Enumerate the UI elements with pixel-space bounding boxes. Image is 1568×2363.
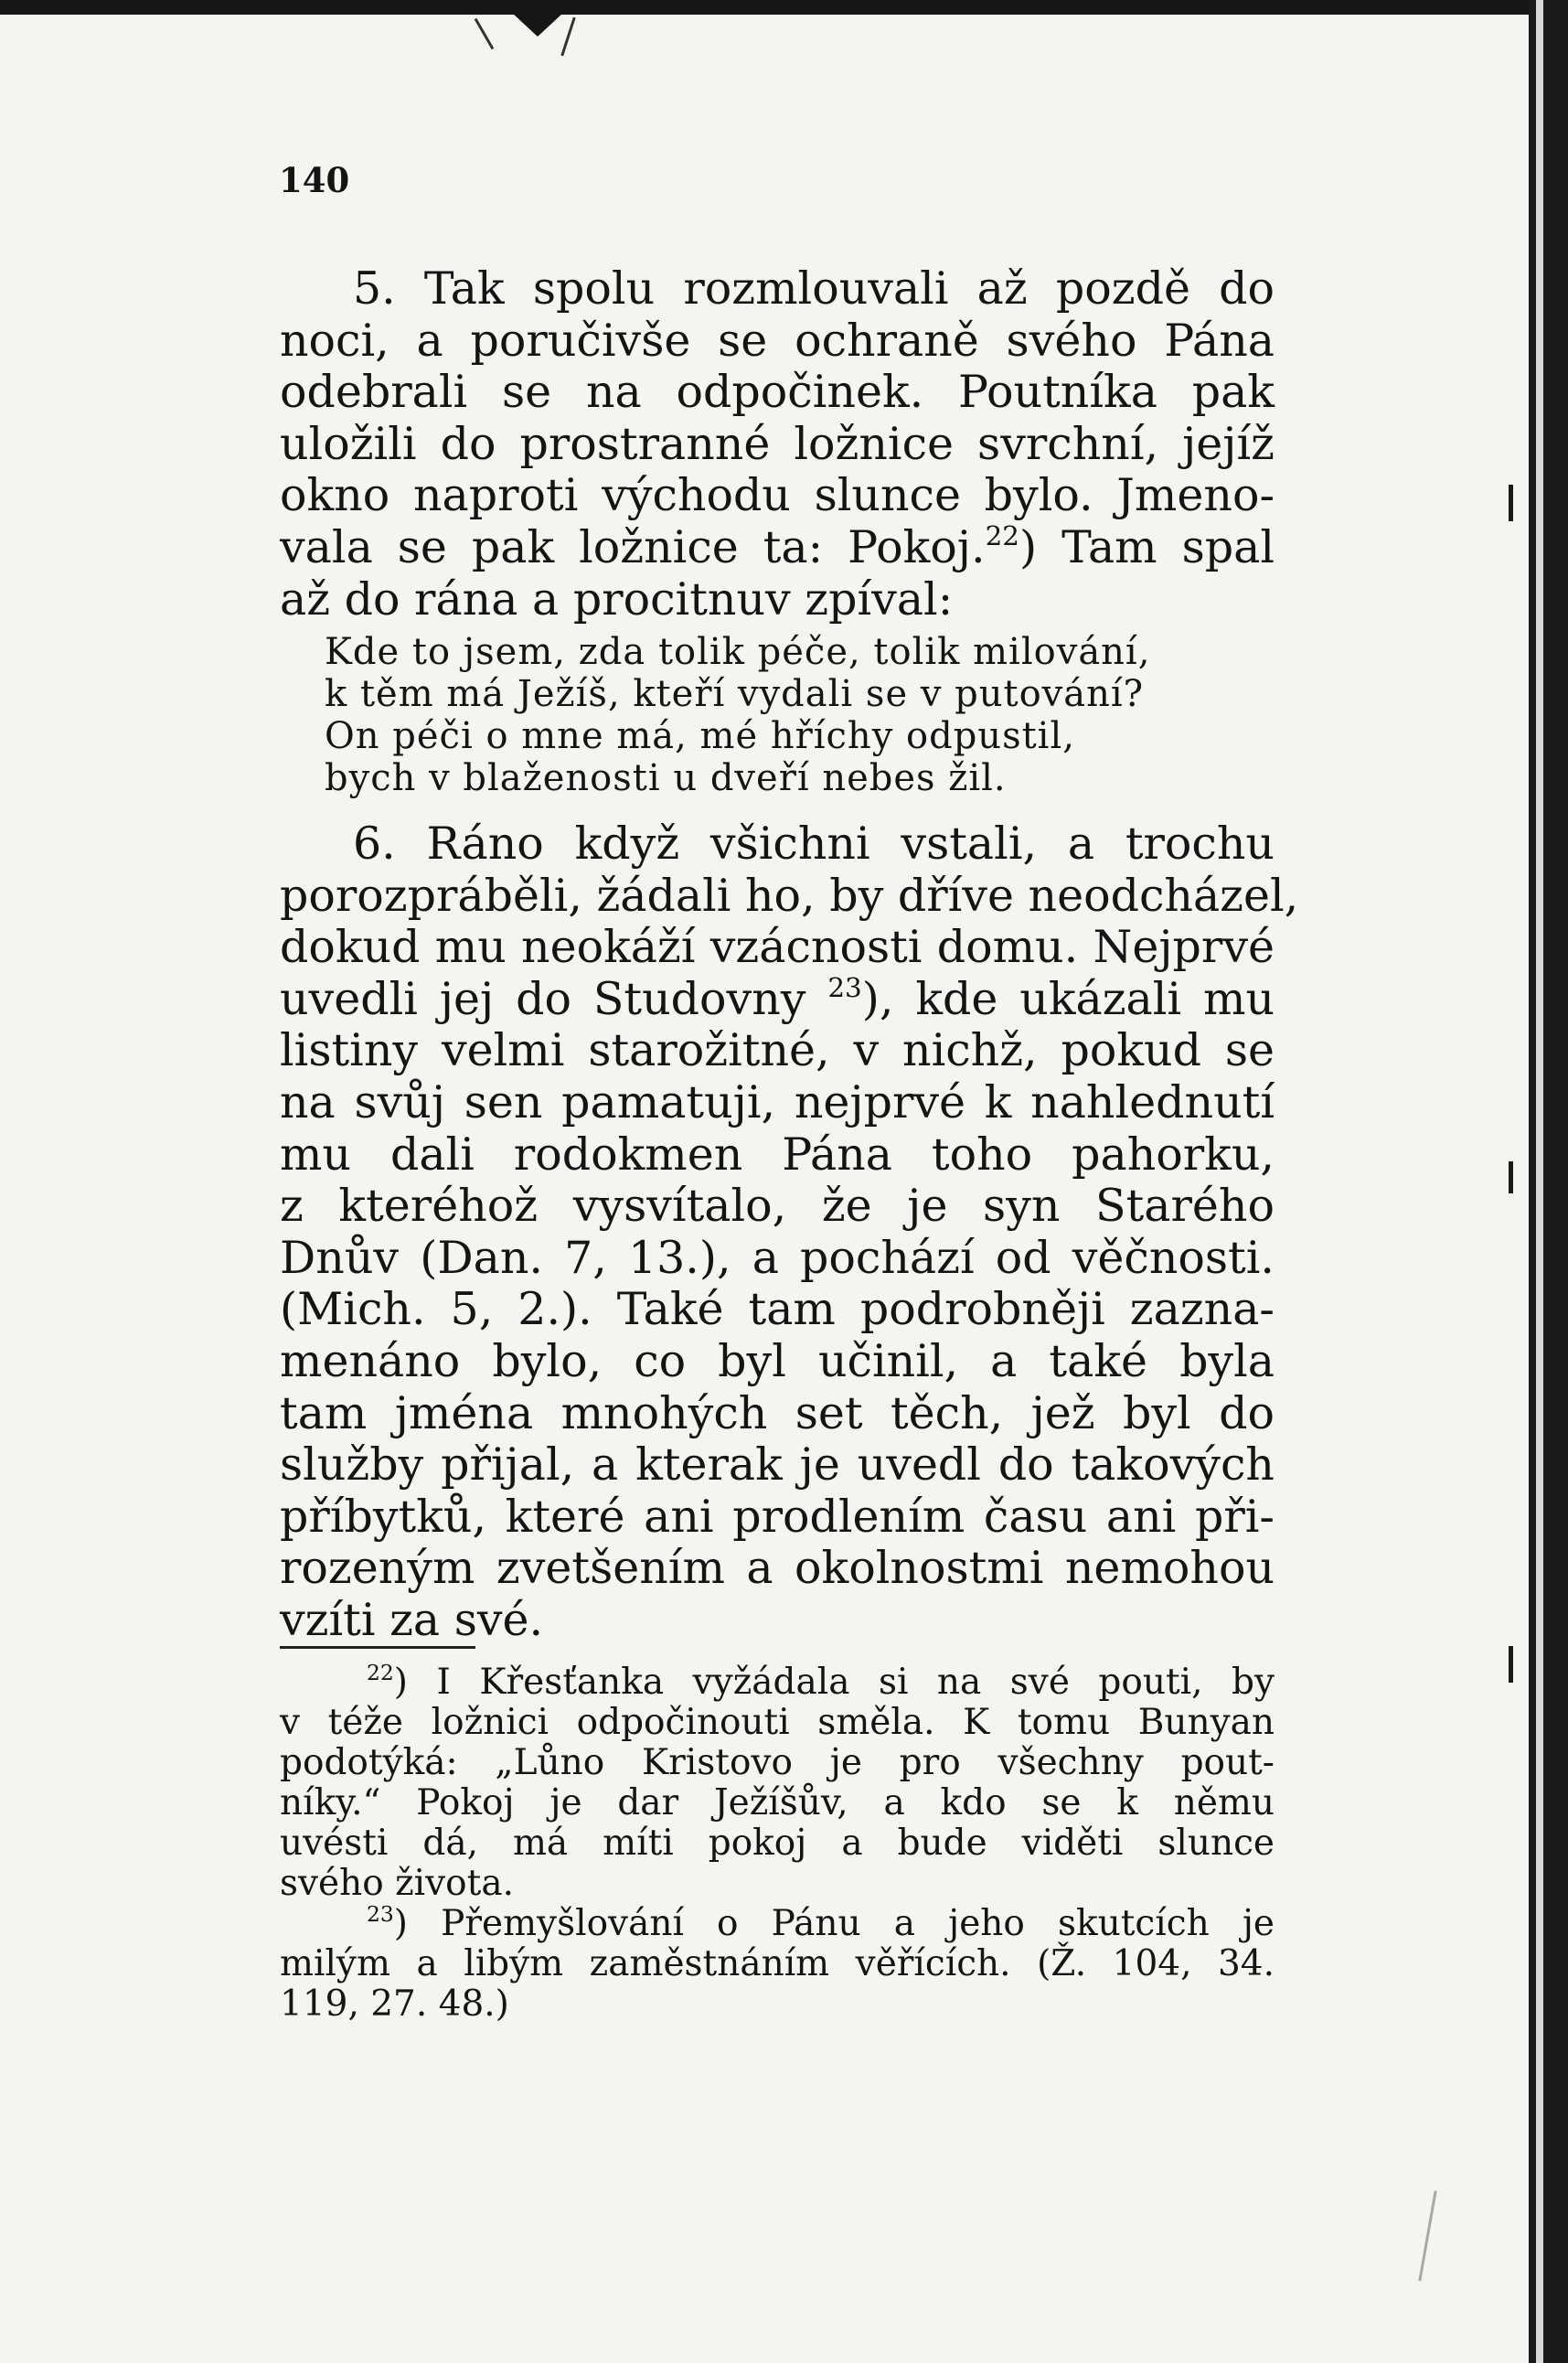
edge-mark (1509, 1646, 1513, 1683)
pencil-mark (1418, 2190, 1436, 2281)
text-segment: uvedli jej do Studovny (280, 972, 828, 1025)
footnote-line: níky.“ Pokoj je dar Ježíšův, a kdo se k němu (280, 1782, 1275, 1823)
footnote-ref: 23 (827, 971, 862, 1003)
text-line (280, 519, 1275, 574)
text-line: příbytků, které ani prodlením času ani při- (280, 1490, 1275, 1543)
text-segment: vala se pak ložnice ta: Pokoj. (280, 520, 986, 573)
text-segment: ) Přemyšlování o Pánu a jeho skutcích je (393, 1903, 1275, 1944)
text-line: vzíti za své. (280, 1593, 544, 1646)
footnote-line: svého života. (280, 1863, 514, 1904)
edge-mark (1509, 485, 1513, 521)
footnote-line (280, 1659, 1275, 1703)
text-line: porozpráběli, žádali ho, by dříve neodcházel, (280, 869, 1299, 922)
text-line (280, 971, 1275, 1026)
text-line: (Mich. 5, 2.). Také tam podrobněji zazna- (280, 1283, 1275, 1336)
footnote-line (280, 1900, 1275, 1944)
text-line: 6. Ráno když všichni vstali, a trochu (353, 818, 1275, 870)
text-line: Dnův (Dan. 7, 13.), a pochází od věčnosti. (280, 1231, 1275, 1284)
footnote-line: v téže ložnici odpočinouti směla. K tomu Bunyan (280, 1702, 1275, 1743)
poem (325, 631, 1239, 799)
scan-mark (475, 18, 495, 49)
paragraph-5 (280, 263, 1275, 626)
text-line: dokud mu neokáží vzácnosti domu. Nejprvé (280, 921, 1275, 974)
text-line: rozeným zvetšením a okolnostmi nemohou (280, 1542, 1275, 1595)
scan-right-edge (1536, 0, 1543, 2363)
scan-top-border (0, 0, 1568, 15)
scan-right-border (1529, 0, 1568, 2363)
edge-mark (1509, 1161, 1513, 1193)
footnotes (280, 1659, 1275, 2025)
poem-line: Kde to jsem, zda tolik péče, tolik milování, (325, 631, 1151, 673)
text-line: až do rána a procitnuv zpíval: (280, 572, 954, 626)
text-line: uložili do prostranné ložnice svrchní, jejíž (280, 417, 1275, 470)
text-segment: ) Tam spal (1019, 520, 1275, 573)
page-number: 140 (279, 160, 350, 200)
text-segment: ) I Křesťanka vyžádala si na své pouti, by (393, 1662, 1275, 1703)
text-line: okno naproti východu slunce bylo. Jmeno- (280, 469, 1275, 522)
text-line: tam jména mnohých set těch, jež byl do (280, 1386, 1275, 1439)
text-line: mu dali rodokmen Pána toho pahorku, (280, 1128, 1275, 1181)
poem-line: k těm má Ježíš, kteří vydali se v putování? (325, 673, 1145, 715)
text-line: odebrali se na odpočinek. Poutníka pak (280, 366, 1275, 419)
footnote-line: milým a libým zaměstnáním věřících. (Ž. 104, 34. (280, 1943, 1275, 1984)
footnote-divider (280, 1646, 475, 1649)
footnote-number: 23 (367, 1900, 394, 1927)
text-line: na svůj sen pamatuji, nejprvé k nahlednutí (280, 1075, 1275, 1128)
text-line: 5. Tak spolu rozmlouvali až pozdě do (353, 262, 1275, 315)
footnote-line: 119, 27. 48.) (280, 1983, 509, 2025)
poem-line: bych v blaženosti u dveří nebes žil. (325, 757, 1007, 799)
text-line: menáno bylo, co byl učinil, a také byla (280, 1334, 1275, 1387)
footnote-number: 22 (367, 1659, 394, 1685)
text-line: listiny velmi starožitné, v nichž, pokud se (280, 1024, 1275, 1077)
text-segment: ), kde ukázali mu (861, 972, 1275, 1025)
text-line: noci, a poručivše se ochraně svého Pána (280, 314, 1275, 367)
paragraph-6 (280, 818, 1299, 1647)
scan-notch (512, 13, 563, 37)
text-line: z kteréhož vysvítalo, že je syn Starého (280, 1180, 1275, 1233)
footnote-ref: 22 (985, 519, 1019, 551)
poem-line: On péči o mne má, mé hříchy odpustil, (325, 715, 1075, 757)
text-line: služby přijal, a kterak je uvedl do takových (280, 1438, 1275, 1492)
footnote-line: uvésti dá, má míti pokoj a bude viděti slunce (280, 1823, 1275, 1864)
footnote-line: podotýká: „Lůno Kristovo je pro všechny pout- (280, 1742, 1275, 1783)
